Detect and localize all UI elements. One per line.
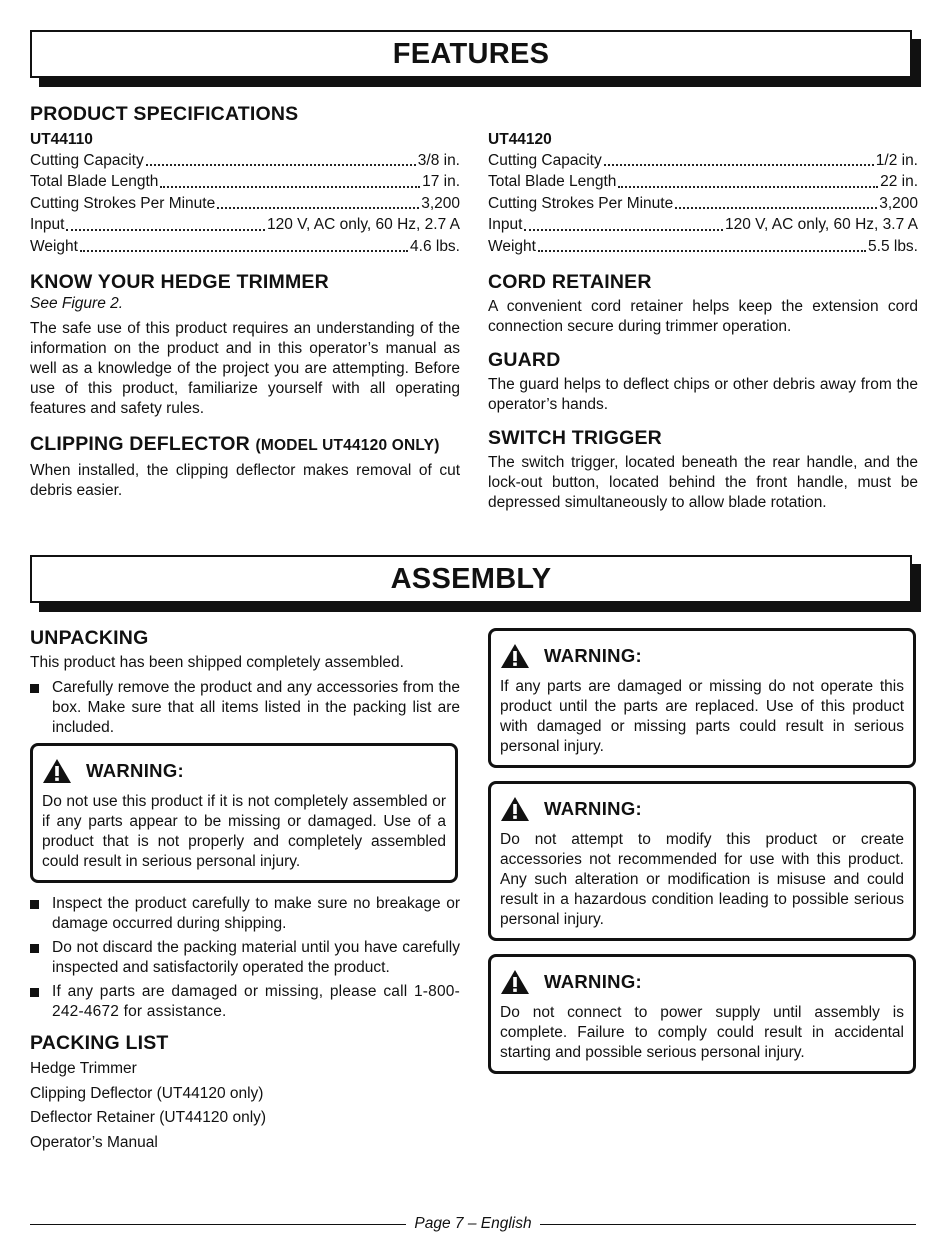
know-your-hedge-trimmer-text: The safe use of this product requires an understanding of the information on the product and in this operator’s manual as well as a knowledge of the project you are attempting. Before use of this product, familiarize yourself with all operating features and safety rules. (30, 320, 460, 418)
warning-triangle-icon (42, 758, 72, 784)
spec-row: Total Blade Length 22 in. (488, 173, 918, 191)
packing-list-item: Operator’s Manual (30, 1133, 158, 1151)
packing-list (30, 1057, 460, 1155)
warning-label: WARNING: (544, 798, 642, 819)
bullet-square-icon (30, 988, 39, 997)
warning-text: Do not connect to power supply until assembly is complete. Failure to comply could result in accidental starting and possible serious personal injury. (500, 1004, 904, 1061)
warning-box-assembled (30, 743, 458, 883)
product-specifications-heading: PRODUCT SPECIFICATIONS (30, 103, 299, 125)
footer-rule-right (540, 1224, 916, 1225)
assembly-left-column (30, 626, 460, 1155)
list-item: If any parts are damaged or missing, please call 1-800-242-4672 for assistance. (30, 982, 460, 1022)
packing-list-item: Hedge Trimmer (30, 1060, 137, 1077)
warning-triangle-icon (500, 969, 530, 995)
spec-table-ut44120 (488, 150, 918, 257)
features-left-column (30, 102, 460, 501)
warning-text: Do not use this product if it is not completely assembled or if any parts appear to be missing or damaged. Use of a product that is not properly and completely assembled could result in serious personal injury. (42, 793, 446, 870)
warning-triangle-icon (500, 796, 530, 822)
warning-label: WARNING: (544, 971, 642, 992)
assembly-title: ASSEMBLY (390, 562, 552, 595)
cord-retainer-text: A convenient cord retainer helps keep the extension cord connection secure during trimmer operation. (488, 298, 918, 336)
warning-box-damaged-parts (488, 628, 916, 768)
footer-rule-left (30, 1224, 406, 1225)
warning-text: Do not attempt to modify this product or create accessories not recommended for use with this product. Any such alteration or modification is misuse and could result in a hazardous condition leading to possible serious personal injury. (500, 831, 904, 928)
assembly-right-column (488, 628, 916, 1074)
spec-row: Cutting Strokes Per Minute 3,200 (488, 194, 918, 212)
list-item: Do not discard the packing material until you have carefully inspected and satisfactorily operated the product. (30, 938, 460, 978)
guard-text: The guard helps to deflect chips or other debris away from the operator’s hands. (488, 376, 918, 414)
spec-row: Weight 5.5 lbs. (488, 237, 918, 255)
bullet-square-icon (30, 684, 39, 693)
features-title: FEATURES (392, 37, 550, 70)
warning-box-power-supply (488, 954, 916, 1074)
list-item: Inspect the product carefully to make sure no breakage or damage occurred during shipping. (30, 894, 460, 934)
spec-row: Cutting Capacity 1/2 in. (488, 152, 918, 169)
packing-list-item: Clipping Deflector (UT44120 only) (30, 1084, 264, 1102)
clipping-deflector-text: When installed, the clipping deflector makes removal of cut debris easier. (30, 462, 460, 500)
switch-trigger-heading: SWITCH TRIGGER (488, 427, 662, 450)
spec-row: Input 120 V, AC only, 60 Hz, 3.7 A (488, 216, 918, 234)
packing-list-item: Deflector Retainer (UT44120 only) (30, 1109, 267, 1127)
warning-label: WARNING: (544, 645, 642, 666)
features-banner (30, 30, 912, 78)
spec-row: Input 120 V, AC only, 60 Hz, 2.7 A (30, 216, 460, 234)
features-right-column (488, 130, 918, 513)
warning-text: If any parts are damaged or missing do not operate this product until the parts are replaced. Use of this product with damaged or missing parts could result in serious personal injury. (500, 678, 904, 755)
spec-row: Weight 4.6 lbs. (30, 237, 460, 255)
page-footer (30, 1215, 916, 1233)
spec-row: Total Blade Length 17 in. (30, 173, 460, 191)
spec-table-ut44110 (30, 150, 460, 257)
packing-list-heading: PACKING LIST (30, 1032, 169, 1054)
cord-retainer-heading: CORD RETAINER (488, 271, 652, 294)
spec-row: Cutting Capacity 3/8 in. (30, 152, 460, 169)
list-item: Carefully remove the product and any accessories from the box. Make sure that all items listed in the packing list are included. (30, 678, 460, 738)
model-name-ut44120: UT44120 (488, 131, 552, 148)
bullet-square-icon (30, 900, 39, 909)
switch-trigger-text: The switch trigger, located beneath the rear handle, and the lock-out button, located behind the front handle, must be depressed simultaneously to allow blade rotation. (488, 454, 918, 512)
model-name-ut44110: UT44110 (30, 131, 93, 148)
warning-triangle-icon (500, 643, 530, 669)
bullet-square-icon (30, 944, 39, 953)
page-number: Page 7 – English (414, 1215, 532, 1232)
unpacking-heading: UNPACKING (30, 627, 149, 649)
clipping-deflector-heading: CLIPPING DEFLECTOR (MODEL UT44120 ONLY) (30, 433, 440, 456)
unpacking-intro: This product has been shipped completely assembled. (30, 654, 404, 671)
figure-reference: See Figure 2. (30, 295, 124, 313)
assembly-banner (30, 555, 912, 603)
guard-heading: GUARD (488, 349, 561, 372)
warning-label: WARNING: (86, 760, 184, 781)
warning-box-modify (488, 781, 916, 941)
spec-row: Cutting Strokes Per Minute 3,200 (30, 194, 460, 212)
know-your-hedge-trimmer-heading: KNOW YOUR HEDGE TRIMMER (30, 271, 329, 294)
